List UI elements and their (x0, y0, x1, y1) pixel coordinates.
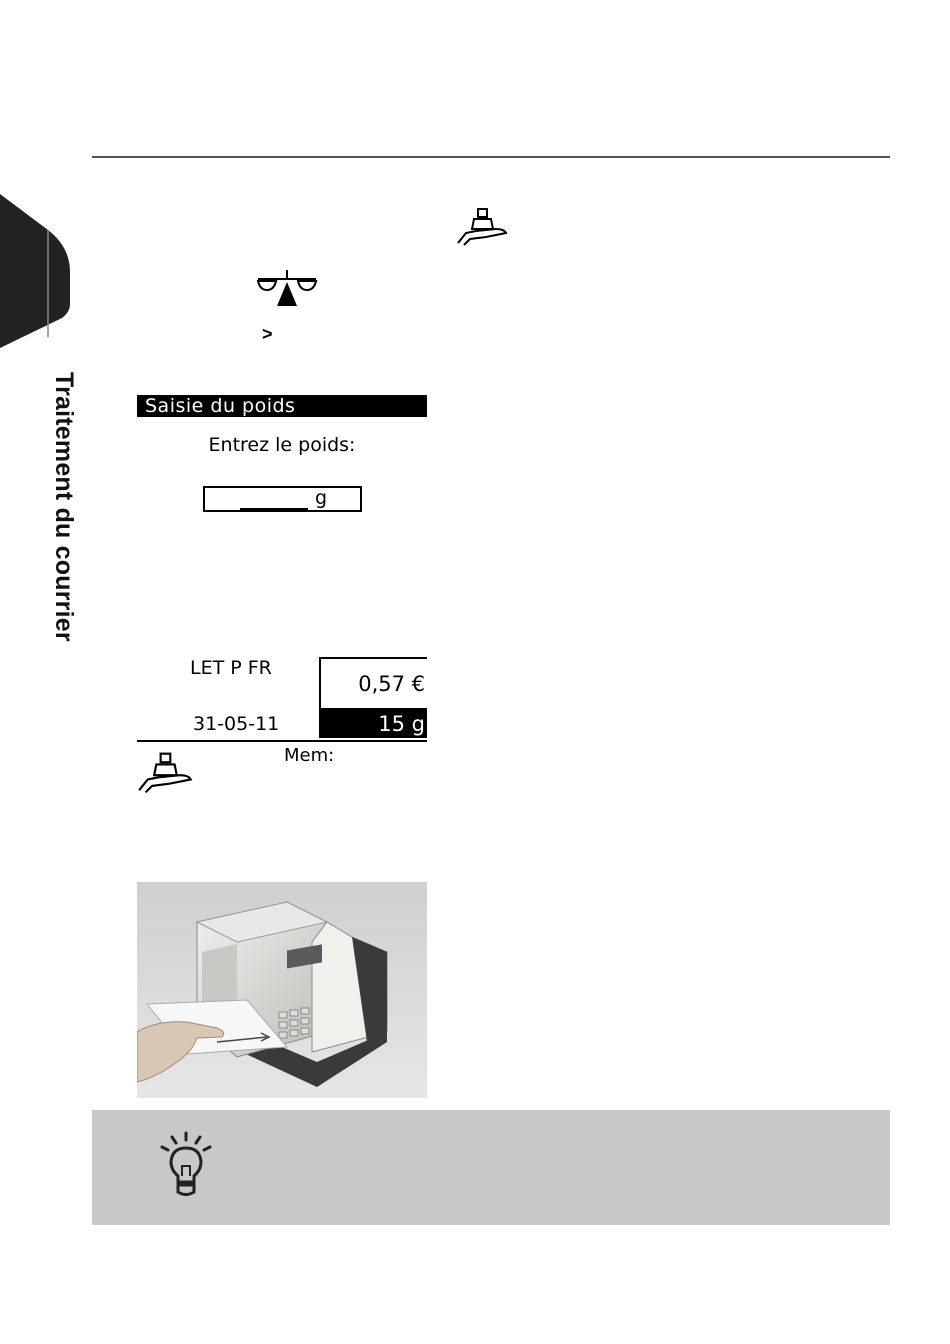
hand-weight-icon (456, 207, 510, 247)
postage-amount-box (319, 657, 427, 710)
home-screen-rule (137, 740, 427, 742)
weight-unit: g (315, 487, 328, 509)
hand-weight-icon (137, 750, 195, 796)
screen-title: Saisie du poids (137, 395, 427, 417)
header-rule (92, 156, 890, 158)
postage-amount: 0,57 € (358, 672, 425, 696)
tip-box (92, 1110, 890, 1225)
date-label: 31-05-11 (193, 713, 280, 735)
chapter-title: Traitement du courrier (50, 372, 78, 642)
rate-label: LET P FR (190, 657, 272, 679)
lightbulb-icon (158, 1130, 214, 1200)
franking-machine-photo (137, 882, 427, 1098)
balance-scale-icon (254, 268, 320, 310)
current-weight: 15 g (319, 710, 427, 738)
weight-prompt: Entrez le poids: (208, 434, 356, 456)
nav-arrow: > (262, 324, 273, 344)
weight-input-cursor (240, 508, 308, 510)
chapter-tab (0, 192, 72, 352)
memory-label: Mem: (284, 745, 335, 766)
